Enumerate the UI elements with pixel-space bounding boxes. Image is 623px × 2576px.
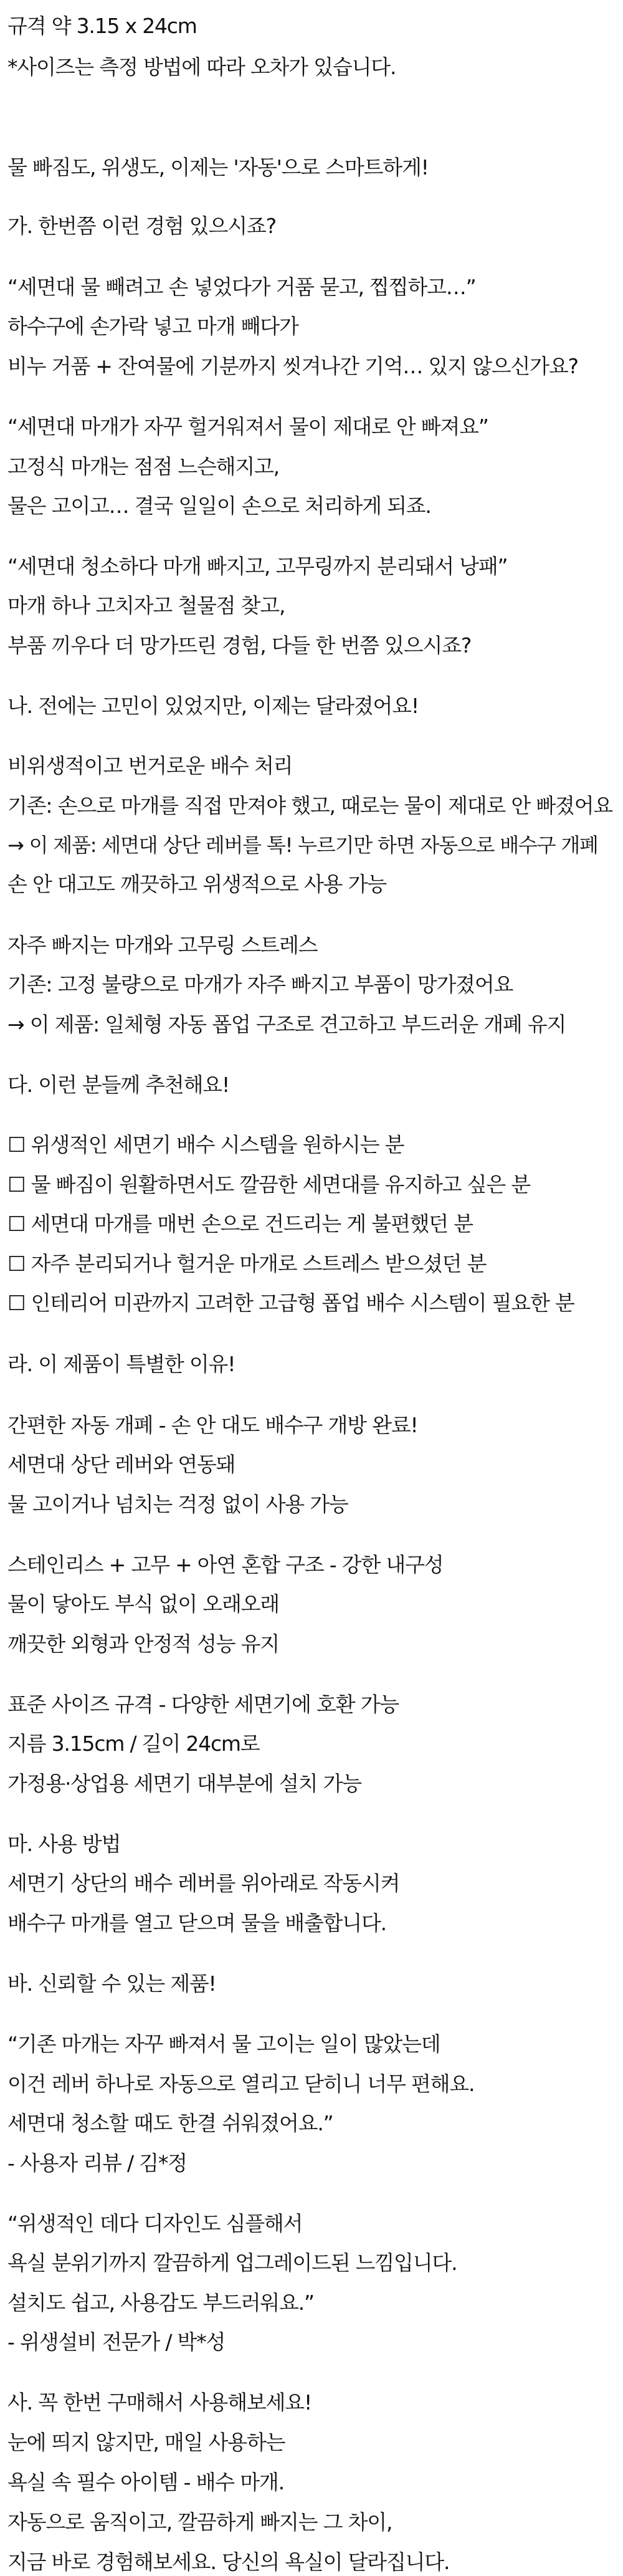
closing-line-1: 눈에 띄지 않지만, 매일 사용하는 bbox=[7, 2430, 285, 2454]
scenario-1-line-1: 하수구에 손가락 넣고 마개 빼다가 bbox=[7, 314, 298, 338]
recommend-item-4: ☐ 자주 분리되거나 헐거운 마개로 스트레스 받으셨던 분 bbox=[7, 1252, 487, 1276]
scenario-2-line-2: 물은 고이고… 결국 일일이 손으로 처리하게 되죠. bbox=[7, 494, 431, 518]
section-ga-heading: 가. 한번쯤 이런 경험 있으시죠? bbox=[7, 214, 276, 238]
feature-1-line-2: 물 고이거나 넘치는 걱정 없이 사용 가능 bbox=[7, 1492, 348, 1516]
feature-2-title: 스테인리스 + 고무 + 아연 혼합 구조 - 강한 내구성 bbox=[7, 1553, 444, 1577]
scenario-2-line-1: 고정식 마개는 점점 느슨해지고, bbox=[7, 454, 279, 479]
section-ra-heading: 라. 이 제품이 특별한 이유! bbox=[7, 1352, 235, 1376]
headline-line: 물 빠짐도, 위생도, 이제는 '자동'으로 스마트하게! bbox=[7, 155, 429, 180]
spec-size-line: 규격 약 3.15 x 24cm bbox=[7, 14, 197, 38]
scenario-1-line-2: 비누 거품 + 잔여물에 기분까지 씻겨나간 기억… 있지 않으신가요? bbox=[7, 354, 578, 378]
recommend-item-2: ☐ 물 빠짐이 원활하면서도 깔끔한 세면대를 유지하고 싶은 분 bbox=[7, 1172, 530, 1197]
recommend-item-3: ☐ 세면대 마개를 매번 손으로 건드리는 게 불편했던 분 bbox=[7, 1212, 473, 1236]
feature-2-line-1: 물이 닿아도 부식 없이 오래오래 bbox=[7, 1592, 279, 1616]
problem-2-before: 기존: 고정 불량으로 마개가 자주 빠지고 부품이 망가졌어요 bbox=[7, 972, 513, 997]
feature-3-line-1: 지름 3.15cm / 길이 24cm로 bbox=[7, 1731, 260, 1756]
section-da-heading: 다. 이런 분들께 추천해요! bbox=[7, 1073, 229, 1097]
closing-line-4: 지금 바로 경험해보세요. 당신의 욕실이 달라집니다. bbox=[7, 2550, 450, 2574]
feature-1-line-1: 세면대 상단 레버와 연동돼 bbox=[7, 1452, 235, 1477]
review-2-author: - 위생설비 전문가 / 박*성 bbox=[7, 2330, 226, 2354]
recommend-item-1: ☐ 위생적인 세면기 배수 시스템을 원하시는 분 bbox=[7, 1132, 404, 1157]
review-2-line-3: 설치도 쉽고, 사용감도 부드러워요.” bbox=[7, 2291, 314, 2315]
section-ma-heading: 마. 사용 방법 bbox=[7, 1832, 121, 1856]
problem-1-benefit: 손 안 대고도 깨끗하고 위생적으로 사용 가능 bbox=[7, 872, 386, 896]
size-disclaimer-line: *사이즈는 측정 방법에 따라 오차가 있습니다. bbox=[7, 55, 396, 79]
feature-3-title: 표준 사이즈 규격 - 다양한 세면기에 호환 가능 bbox=[7, 1692, 399, 1717]
feature-1-title: 간편한 자동 개폐 - 손 안 대도 배수구 개방 완료! bbox=[7, 1413, 418, 1437]
recommend-item-5: ☐ 인테리어 미관까지 고려한 고급형 폽업 배수 시스템이 필요한 분 bbox=[7, 1291, 574, 1315]
review-2-line-2: 욕실 분위기까지 깔끔하게 업그레이드된 느낌입니다. bbox=[7, 2251, 457, 2275]
review-1-line-1: “기존 마개는 자꾸 빠져서 물 고이는 일이 많았는데 bbox=[7, 2032, 440, 2056]
usage-line-1: 세면기 상단의 배수 레버를 위아래로 작동시켜 bbox=[7, 1871, 400, 1895]
section-sa-heading: 사. 꼭 한번 구매해서 사용해보세요! bbox=[7, 2390, 312, 2415]
feature-3-line-2: 가정용·상업용 세면기 대부분에 설치 가능 bbox=[7, 1771, 361, 1796]
review-1-author: - 사용자 리뷰 / 김*정 bbox=[7, 2151, 187, 2175]
problem-1-after: → 이 제품: 세면대 상단 레버를 톡! 누르기만 하면 자동으로 배수구 개폐 bbox=[7, 833, 598, 857]
scenario-3-quote: “세면대 청소하다 마개 빠지고, 고무링까지 분리돼서 낭패” bbox=[7, 554, 508, 578]
scenario-3-line-2: 부품 끼우다 더 망가뜨린 경험, 다들 한 번쯤 있으시죠? bbox=[7, 633, 472, 658]
review-2-line-1: “위생적인 데다 디자인도 심플해서 bbox=[7, 2211, 303, 2236]
closing-line-2: 욕실 속 필수 아이템 - 배수 마개. bbox=[7, 2470, 284, 2494]
review-1-line-2: 이건 레버 하나로 자동으로 열리고 닫히니 너무 편해요. bbox=[7, 2072, 475, 2096]
usage-line-2: 배수구 마개를 열고 닫으며 물을 배출합니다. bbox=[7, 1911, 386, 1935]
scenario-1-quote: “세면대 물 빼려고 손 넣었다가 거품 묻고, 찝찝하고…” bbox=[7, 275, 476, 299]
problem-2-title: 자주 빠지는 마개와 고무링 스트레스 bbox=[7, 933, 318, 957]
feature-2-line-2: 깨끗한 외형과 안정적 성능 유지 bbox=[7, 1632, 279, 1656]
section-ba-heading: 바. 신뢰할 수 있는 제품! bbox=[7, 1971, 216, 1996]
problem-1-title: 비위생적이고 번거로운 배수 처리 bbox=[7, 754, 293, 778]
scenario-3-line-1: 마개 하나 고치자고 철물점 찾고, bbox=[7, 593, 285, 618]
problem-1-before: 기존: 손으로 마개를 직접 만져야 했고, 때로는 물이 제대로 안 빠졌어요 bbox=[7, 793, 613, 818]
problem-2-after: → 이 제품: 일체형 자동 폽업 구조로 견고하고 부드러운 개폐 유지 bbox=[7, 1012, 566, 1037]
closing-line-3: 자동으로 움직이고, 깔끔하게 빠지는 그 차이, bbox=[7, 2510, 392, 2534]
section-na-heading: 나. 전에는 고민이 있었지만, 이제는 달라졌어요! bbox=[7, 694, 419, 718]
review-1-line-3: 세면대 청소할 때도 한결 쉬워졌어요.” bbox=[7, 2111, 333, 2135]
scenario-2-quote: “세면대 마개가 자꾸 헐거워져서 물이 제대로 안 빠져요” bbox=[7, 414, 488, 439]
